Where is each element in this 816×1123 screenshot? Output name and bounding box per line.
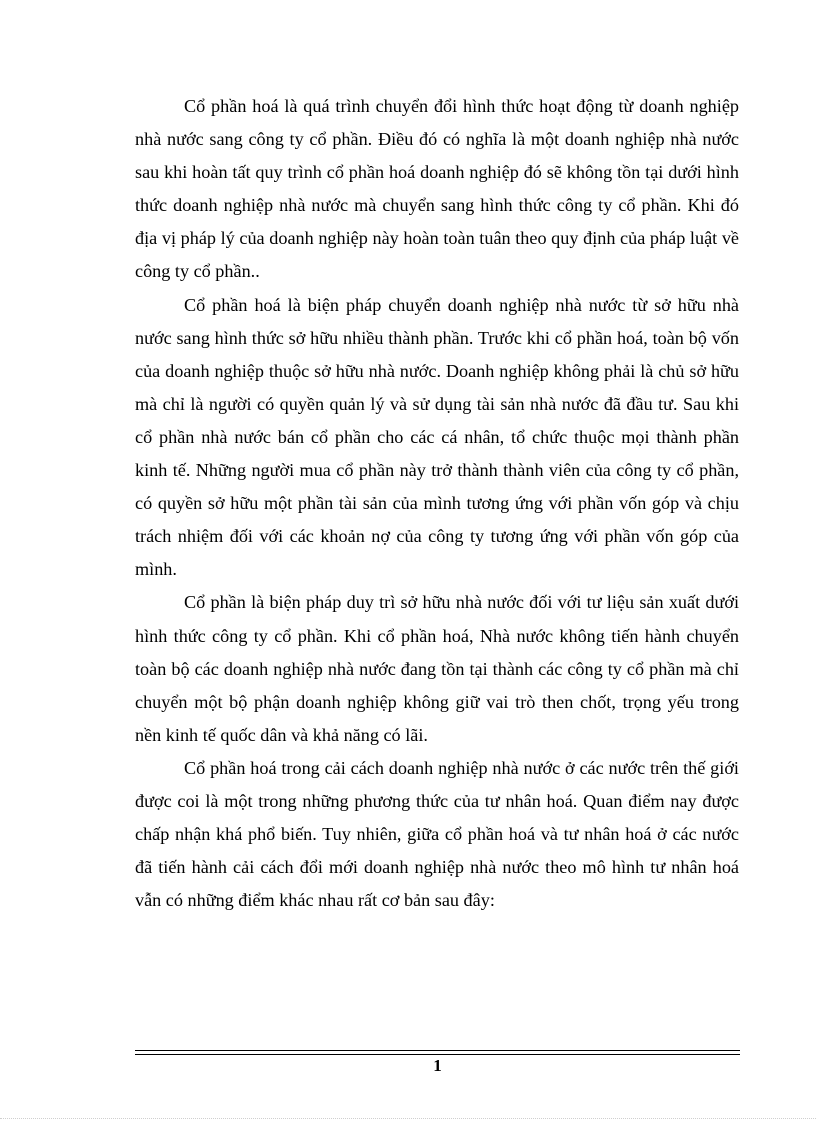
footer-rule-top (135, 1050, 740, 1051)
paragraph-3: Cổ phần là biện pháp duy trì sở hữu nhà nước đối với tư liệu sản xuất dưới hình thức công ty cổ phần. Khi cổ phần hoá, Nhà nước không tiến hành chuyển toàn bộ các doanh nghiệp nhà nước đang tồn tại thành các công ty cổ phần mà chỉ chuyển một bộ phận doanh nghiệp không giữ vai trò then chốt, trọng yếu trong nền kinh tế quốc dân và khả năng có lãi. (135, 592, 739, 745)
page-bottom-divider (0, 1118, 816, 1119)
paragraph-4: Cổ phần hoá trong cải cách doanh nghiệp nhà nước ở các nước trên thế giới được coi là một trong những phương thức của tư nhân hoá. Quan điểm nay được chấp nhận khá phổ biến. Tuy nhiên, giữa cổ phần hoá và tư nhân hoá ở các nước đã tiến hành cải cách đổi mới doanh nghiệp nhà nước theo mô hình tư nhân hoá vẫn có những điểm khác nhau rất cơ bản sau đây: (135, 757, 739, 911)
paragraph-1: Cổ phần hoá là quá trình chuyển đổi hình thức hoạt động từ doanh nghiệp nhà nước sang công ty cổ phần. Điều đó có nghĩa là một doanh nghiệp nhà nước sau khi hoàn tất quy trình cổ phần hoá doanh nghiệp đó sẽ không tồn tại dưới hình thức doanh nghiệp nhà nước mà chuyển sang hình thức công ty cổ phần. Khi đó địa vị pháp lý của doanh nghiệp này hoàn toàn tuân theo quy định của pháp luật về công ty cổ phần.. (135, 96, 739, 282)
page-number: 1 (433, 1056, 442, 1075)
paragraph-2: Cổ phần hoá là biện pháp chuyển doanh nghiệp nhà nước từ sở hữu nhà nước sang hình thức sở hữu nhiều thành phần. Trước khi cổ phần hoá, toàn bộ vốn của doanh nghiệp thuộc sở hữu nhà nước. Doanh nghiệp không phải là chủ sở hữu mà chỉ là người có quyền quản lý và sử dụng tài sản nhà nước đã đầu tư. Sau khi cổ phần nhà nước bán cổ phần cho các cá nhân, tổ chức thuộc mọi thành phần kinh tế. Những người mua cổ phần này trở thành thành viên của công ty cổ phần, có quyền sở hữu một phần tài sản của mình tương ứng với phần vốn góp và chịu trách nhiệm đối với các khoản nợ của công ty tương ứng với phần vốn góp của mình. (135, 294, 739, 580)
body-text (135, 90, 739, 917)
